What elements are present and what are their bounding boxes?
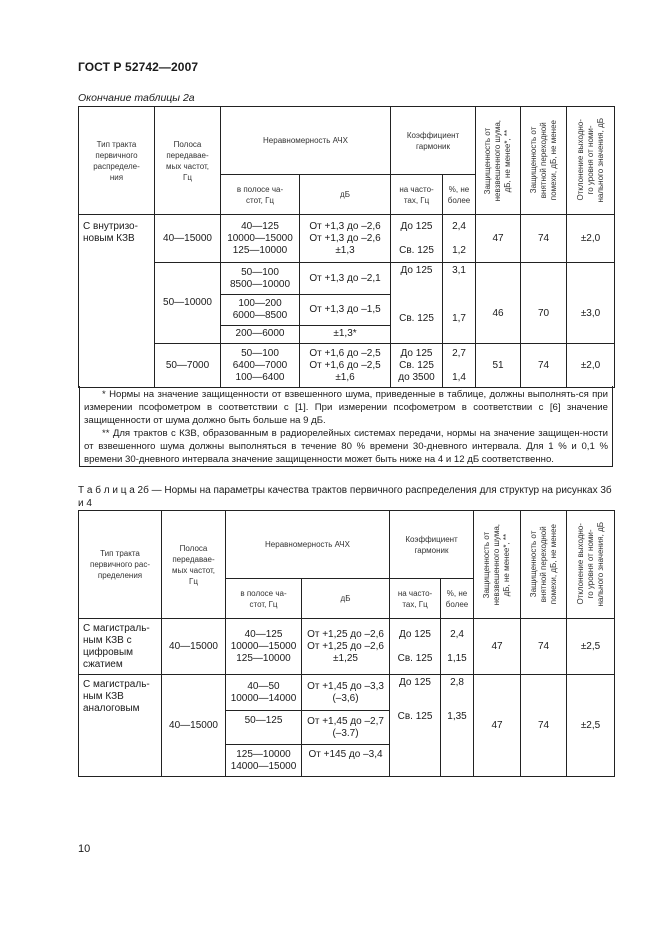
table-b-caption: Т а б л и ц а 2б — Нормы на параметры качества трактов первичного распределения для структур на рисунках 3б и 4 <box>78 485 612 509</box>
db-cell: От +1,3 до –2,1 <box>300 263 391 295</box>
header-crosstalk: Защищенность от внятной переходной помехи, дБ, не менее <box>528 524 558 605</box>
footnote-2: ** Для трактов с КЗВ, образованным в радиорелейных системах передачи, нормы на значение защищен-ности от взвешенного шума должны выполняться в течение 80 % времени 30-дневного интервала. Для 1 % и 0,1 % времени 30-дневного интервала значение защищенности может быть ниже на 4 и 12 дБ соответственно. <box>84 428 608 465</box>
table-row <box>79 675 615 711</box>
header-crosstalk: Защищенность от внятной переходной помехи, дБ, не менее <box>528 120 558 201</box>
crosstalk-cell: 74 <box>521 344 567 388</box>
deviation-cell: ±2,0 <box>567 215 615 263</box>
deviation-cell: ±3,0 <box>567 263 615 344</box>
harmonic-freq-cell: Св. 125 <box>397 711 433 722</box>
harmonic-percent-cell: 2,4 1,2 <box>452 220 466 256</box>
harmonic-percent-cell: 2,4 1,15 <box>447 628 467 664</box>
freq-cell: 50—100 6400—7000 100—6400 <box>232 347 288 383</box>
header-db: дБ <box>300 175 391 215</box>
harmonic-percent-cell: 2,7 1,4 <box>452 347 466 383</box>
freq-cell: 125—10000 14000—15000 <box>230 748 297 772</box>
crosstalk-cell: 74 <box>521 619 567 675</box>
noise-cell: 51 <box>476 344 521 388</box>
footnote-1: * Нормы на значение защищенности от взвешенного шума, приведенные в таблице, должны выполнять-ся при измерении псофометром в соответствии с [1]. При измерении псофометром в соответствии с [6] значение защищенности от шума должно быть больше на 9 дБ. <box>84 389 608 426</box>
db-cell: От +1,45 до –2,7 (–3.7) <box>307 715 384 739</box>
freq-cell: 200—6000 <box>221 325 300 343</box>
header-noise-protection: Защищенность от невзвешенного шума, дБ, не менее*, ** <box>482 523 512 606</box>
header-db: дБ <box>302 579 390 619</box>
deviation-cell: ±2,5 <box>567 619 615 675</box>
noise-cell: 47 <box>476 215 521 263</box>
table-row <box>79 263 615 295</box>
page-number: 10 <box>78 843 91 855</box>
header-harmonic: Коэффициент гармоник <box>405 534 458 555</box>
table-2a <box>78 106 615 388</box>
header-percent: %, не более <box>447 184 471 205</box>
header-band: Полоса передавае- мых частот, Гц <box>166 139 209 182</box>
freq-cell: 40—50 10000—14000 <box>230 680 297 704</box>
freq-cell: 100—200 6000—8500 <box>232 298 288 322</box>
db-cell: От +1,3 до –1,5 <box>300 295 391 325</box>
row-type: С магистраль- ным КЗВ аналоговым <box>83 679 150 714</box>
band-cell: 40—15000 <box>162 675 226 777</box>
row-type: С магистраль- ным КЗВ с цифровым сжатием <box>83 623 150 670</box>
table-a-caption: Окончание таблицы 2а <box>78 92 195 104</box>
header-in-band: в полосе ча- стот, Гц <box>240 588 287 609</box>
table-2b <box>78 510 615 777</box>
db-cell: ±1,3* <box>300 325 391 343</box>
header-nonuniformity: Неравномерность АЧХ <box>226 511 390 579</box>
harmonic-freq-cell: Св. 125 <box>399 313 434 324</box>
db-cell: От +1,6 до –2,5 От +1,6 до –2,5 ±1,6 <box>309 347 381 383</box>
noise-cell: 46 <box>476 263 521 344</box>
band-cell: 50—7000 <box>155 344 221 388</box>
harmonic-percent-cell: 3,1 <box>452 265 466 276</box>
header-harmonic: Коэффициент гармоник <box>406 130 460 151</box>
freq-cell: 40—125 10000—15000 125—10000 <box>227 220 293 256</box>
harmonic-freq-cell: До 125 Св. 125 <box>397 628 433 664</box>
table-row <box>79 619 615 675</box>
header-noise-protection: Защищенность от невзвешенного шума, дБ, не менее*, ** <box>483 119 513 202</box>
db-cell: От +1,45 до –3,3 (–3,6) <box>307 680 384 704</box>
header-at-freq: на часто- тах, Гц <box>397 588 433 609</box>
harmonic-freq-cell: До 125 Св. 125 до 3500 <box>398 347 435 383</box>
db-cell: От +1,3 до –2,6 От +1,3 до –2,6 ±1,3 <box>309 220 381 256</box>
row-type: С внутризо- новым КЗВ <box>83 221 138 244</box>
noise-cell: 47 <box>474 619 521 675</box>
db-cell: От +1,25 до –2,6 От +1,25 до –2,6 ±1,25 <box>307 628 384 664</box>
harmonic-freq-cell: До 125 <box>399 677 431 688</box>
freq-cell: 40—125 10000—15000 125—10000 <box>230 628 297 664</box>
freq-cell: 50—125 <box>226 711 302 745</box>
crosstalk-cell: 74 <box>521 675 567 777</box>
header-at-freq: на часто- тах, Гц <box>399 184 434 205</box>
noise-cell: 47 <box>474 675 521 777</box>
harmonic-freq-cell: До 125 Св. 125 <box>399 220 434 256</box>
band-cell: 40—15000 <box>155 215 221 263</box>
table-a-notes <box>79 386 613 467</box>
header-in-band: в полосе ча- стот, Гц <box>236 184 284 205</box>
header-percent: %, не более <box>445 588 469 609</box>
freq-cell: 50—100 8500—10000 <box>229 266 291 290</box>
header-level-deviation: Отклонение выходно- го уровня от номи- нального значения, дБ <box>575 522 605 607</box>
crosstalk-cell: 74 <box>521 215 567 263</box>
header-band: Полоса передавае- мых частот, Гц <box>172 543 215 586</box>
table-row <box>79 344 615 388</box>
db-cell: От +145 до –3,4 <box>302 745 390 777</box>
header-type: Тип тракта первичного распределе- ния <box>93 139 140 182</box>
harmonic-percent-cell: 2,8 <box>450 677 464 688</box>
table-row <box>79 215 615 263</box>
header-nonuniformity: Неравномерность АЧХ <box>221 107 391 175</box>
harmonic-percent-cell: 1,35 <box>447 711 467 722</box>
header-level-deviation: Отклонение выходно- го уровня от номи- нального значения, дБ <box>575 118 605 203</box>
band-cell: 50—10000 <box>155 263 221 344</box>
deviation-cell: ±2,5 <box>567 675 615 777</box>
header-type: Тип тракта первичного рас- пределения <box>90 549 150 580</box>
band-cell: 40—15000 <box>162 619 226 675</box>
document-title: ГОСТ Р 52742—2007 <box>78 60 199 74</box>
harmonic-freq-cell: До 125 <box>400 265 433 276</box>
harmonic-percent-cell: 1,7 <box>452 313 466 324</box>
deviation-cell: ±2,0 <box>567 344 615 388</box>
crosstalk-cell: 70 <box>521 263 567 344</box>
